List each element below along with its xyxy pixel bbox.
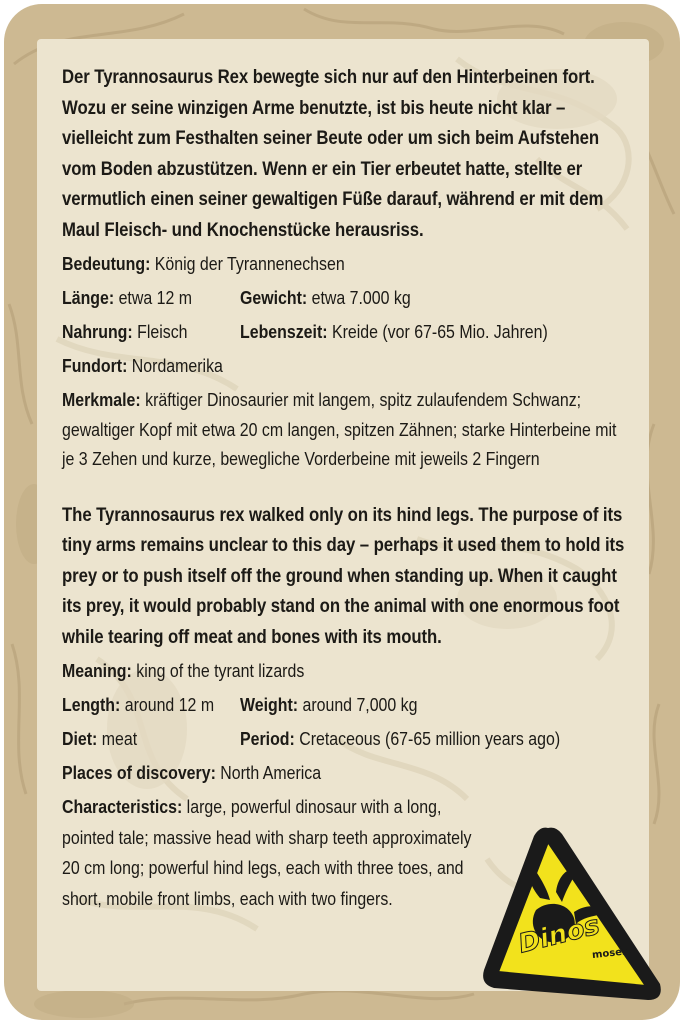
english-features-label: Characteristics: (62, 796, 183, 817)
moses-maker-logo: moses. (591, 945, 633, 962)
german-features (62, 385, 632, 474)
german-intro: Der Tyrannosaurus Rex bewegte sich nur auf den Hinterbeinen fort. Wozu er seine winzigen Arme benutzte, ist bis heute nicht klar – vielleicht zum Festhalten seiner Beute oder um sich beim Aufstehen vom Boden abzustützen. Wenn er ein Tier erbeutet hatte, stellte er vermutlich einen seiner gewaltigen Füße darauf, während er mit dem Maul Fleisch- und Knochenstücke herausriss. (62, 66, 604, 241)
english-location-row (62, 756, 632, 790)
german-length-value: etwa 12 m (118, 287, 192, 308)
german-meaning-row (62, 247, 632, 281)
german-period-label: Lebenszeit: (240, 321, 328, 342)
english-location-value: North America (220, 762, 322, 783)
english-weight-label: Weight: (240, 694, 299, 715)
english-diet-period-row (62, 722, 632, 756)
english-meaning-value: king of the tyrant lizards (136, 660, 305, 681)
english-weight-value: around 7,000 kg (302, 694, 418, 715)
section-gap (62, 474, 632, 500)
german-period-value: Kreide (vor 67-65 Mio. Jahren) (331, 321, 548, 342)
german-location-label: Fundort: (62, 355, 128, 376)
german-length-weight-row (62, 281, 632, 315)
german-diet-value: Fleisch (137, 321, 188, 342)
german-meaning-value: König der Tyrannenechsen (154, 253, 345, 274)
dinos-brand-logo: Dinos (515, 910, 603, 960)
english-period-label: Period: (240, 728, 295, 749)
german-diet-label: Nahrung: (62, 321, 133, 342)
english-length-label: Length: (62, 694, 121, 715)
german-weight-value: etwa 7.000 kg (311, 287, 411, 308)
english-diet-value: meat (101, 728, 138, 749)
english-features-value: large, powerful dinosaur with a long, pointed tale; massive head with sharp teeth approximately 20 cm long; powerful hind legs, each with three toes, and short, mobile front limbs, each with two fingers. (62, 796, 472, 909)
german-diet-period-row (62, 315, 632, 349)
english-features (62, 792, 483, 914)
german-length-label: Länge: (62, 287, 115, 308)
english-meaning-row (62, 654, 632, 688)
english-length-weight-row (62, 688, 632, 722)
dinosaur-footprint-warning-triangle-icon (478, 820, 668, 1002)
english-location-label: Places of discovery: (62, 762, 216, 783)
english-meaning-label: Meaning: (62, 660, 132, 681)
english-period-value: Cretaceous (67-65 million years ago) (299, 728, 561, 749)
english-length-value: around 12 m (124, 694, 215, 715)
card-content (62, 62, 625, 914)
german-meaning-label: Bedeutung: (62, 253, 151, 274)
english-intro: The Tyrannosaurus rex walked only on its hind legs. The purpose of its tiny arms remains unclear to this day – perhaps it used them to hold its prey or to push itself off the ground when standing up. When it caught its prey, it would probably stand on the animal with one enormous foot while tearing off meat and bones with its mouth. (62, 503, 625, 648)
german-features-value: kräftiger Dinosaurier mit langem, spitz zulaufendem Schwanz; gewaltiger Kopf mit etwa 20 cm langen, spitzen Zähnen; starke Hinterbeine mit je 3 Zehen und kurze, bewegliche Vorderbeine mit jeweils 2 Fingern (62, 389, 617, 469)
english-diet-label: Diet: (62, 728, 98, 749)
german-location-value: Nordamerika (131, 355, 223, 376)
german-location-row (62, 349, 632, 383)
german-weight-label: Gewicht: (240, 287, 308, 308)
german-features-label: Merkmale: (62, 389, 141, 410)
